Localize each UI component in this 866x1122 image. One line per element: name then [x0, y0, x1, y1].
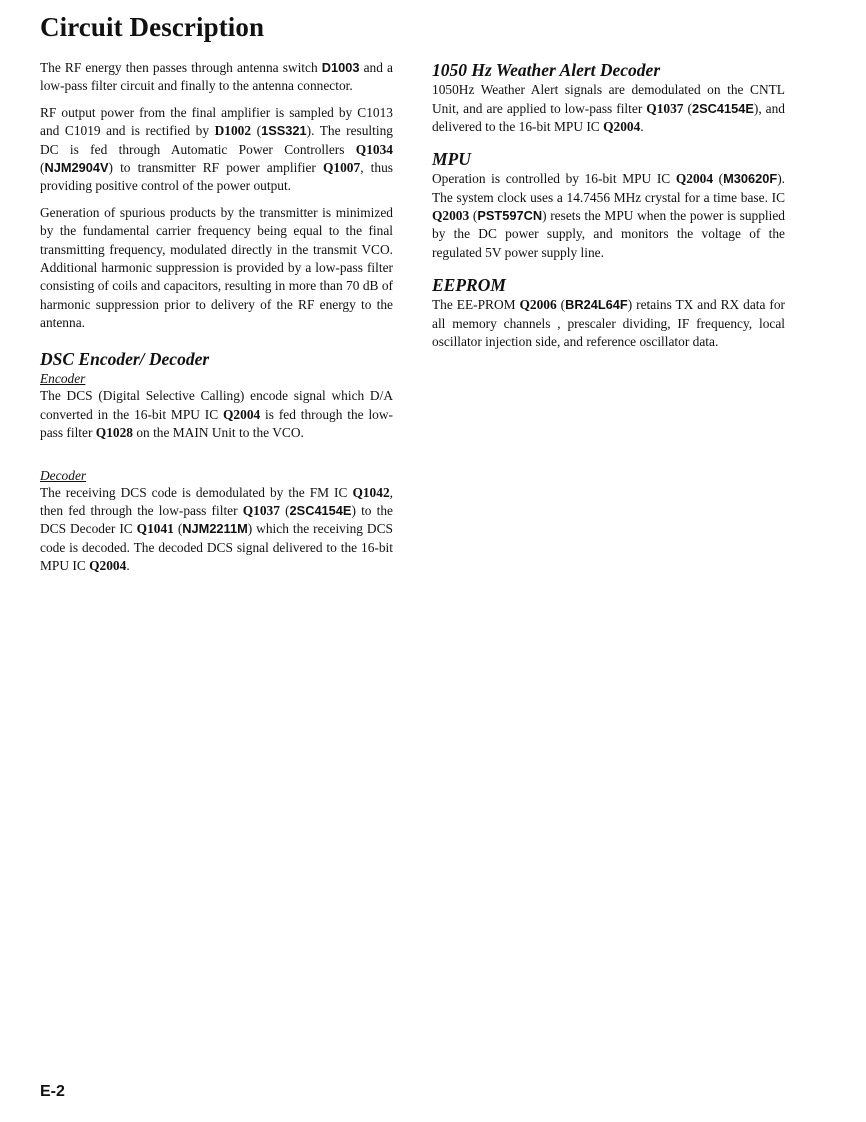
eeprom-heading: EEPROM	[432, 274, 506, 295]
dsc-heading: DSC Encoder/ Decoder	[40, 349, 210, 370]
paragraph-antenna-switch: The RF energy then passes through antenna switch D1003 and a low-pass filter circuit and finally to the antenna connector.	[40, 60, 393, 94]
encoder-label: Encoder	[40, 371, 86, 387]
decoder-paragraph: The receiving DCS code is demodulated by the FM IC Q1042, then fed through the low-pass filter Q1037 (2SC4154E) to the DCS Decoder IC Q1041 (NJM2211M) which the receiving DCS code is decoded. The decoded DCS signal delivered to the 16-bit MPU IC Q2004.	[40, 484, 393, 574]
page-number: E-2	[40, 1083, 65, 1100]
mpu-paragraph: Operation is controlled by 16-bit MPU IC Q2004 (M30620F). The system clock uses a 14.7456 MHz crystal for a time base. IC Q2003 (PST597CN) resets the MPU when the power is supplied by the DC power supply, and monitors the voltage of the regulated 5V power supply line.	[432, 171, 785, 260]
weather-alert-heading: 1050 Hz Weather Alert Decoder	[432, 60, 661, 80]
left-column	[40, 59, 393, 584]
encoder-paragraph: The DCS (Digital Selective Calling) encode signal which D/A converted in the 16-bit MPU IC Q2004 is fed through the low-pass filter Q1028 on the MAIN Unit to the VCO.	[40, 388, 394, 441]
paragraph-rf-output-power: RF output power from the final amplifier is sampled by C1013 and C1019 and is rectified by D1002 (1SS321). The resulting DC is fed through Automatic Power Controllers Q1034 (NJM2904V) to transmitter RF power amplifier Q1007, thus providing positive control of the power output.	[40, 105, 393, 194]
right-column	[432, 61, 785, 360]
mpu-heading: MPU	[432, 149, 471, 170]
decoder-label: Decoder	[40, 467, 87, 483]
paragraph-spurious-products: Generation of spurious products by the transmitter is minimized by the fundamental carrier frequency being equal to the final transmitting frequency, modulated directly in the transmit VCO. Additional harmonic suppression is provided by a low-pass filter consisting of coils and capacitors, resulting in more than 70 dB of harmonic suppression prior to delivery of the RF energy to the antenna.	[40, 205, 393, 330]
weather-alert-paragraph: 1050Hz Weather Alert signals are demodulated on the CNTL Unit, and are applied to low-pass filter Q1037 (2SC4154E), and delivered to the 16-bit MPU IC Q2004.	[432, 82, 785, 134]
page-title: Circuit Description	[40, 12, 265, 42]
eeprom-paragraph: The EE-PROM Q2006 (BR24L64F) retains TX and RX data for all memory channels , prescaler dividing, IF frequency, local oscillator injection side, and reference oscillator data.	[432, 297, 785, 349]
